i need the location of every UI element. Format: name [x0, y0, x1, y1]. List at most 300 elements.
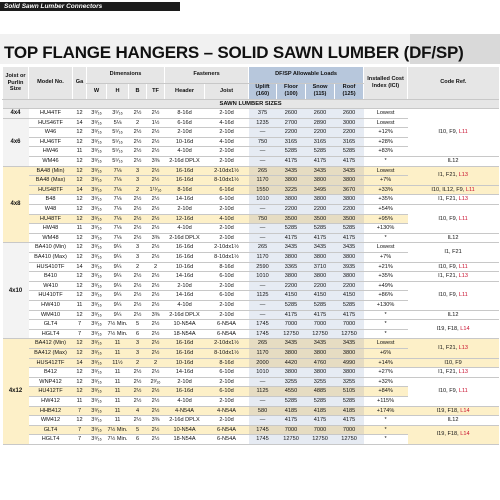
- uplift-cell: 1010: [249, 195, 277, 205]
- floor-cell: 3800: [277, 176, 306, 186]
- tf-cell: 2½: [147, 339, 165, 349]
- b-cell: 4: [129, 406, 147, 416]
- w-cell: 3⁹⁄₁₆: [87, 253, 107, 263]
- roof-cell: 3435: [335, 339, 364, 349]
- snow-cell: 3255: [306, 377, 335, 387]
- code-ref-highlight: L13: [458, 369, 469, 376]
- model-cell: W410: [29, 281, 73, 291]
- header-cell: 10-N54A: [165, 320, 205, 330]
- joist-cell: 6-10d: [205, 195, 249, 205]
- roof-cell: 4175: [335, 233, 364, 243]
- table-row: [3, 243, 499, 253]
- uplift-cell: 1745: [249, 320, 277, 330]
- tf-cell: 2½: [147, 176, 165, 186]
- ga-cell: 14: [73, 185, 87, 195]
- ga-cell: 12: [73, 214, 87, 224]
- floor-cell: 3365: [277, 262, 306, 272]
- roof-cell: 4990: [335, 358, 364, 368]
- cost-cell: *: [364, 233, 408, 243]
- code-ref-text: I10, IL12, F9,: [431, 186, 466, 193]
- w-cell: 3⁹⁄₁₆: [87, 147, 107, 157]
- header-cell: 16-16d: [165, 387, 205, 397]
- w-cell: 3⁹⁄₁₆: [87, 214, 107, 224]
- model-cell: BA412 (Min): [29, 339, 73, 349]
- joist-size-cell: 4x4: [3, 109, 29, 119]
- h-cell: 9¼: [107, 243, 129, 253]
- b-cell: 2: [129, 118, 147, 128]
- cost-cell: +130%: [364, 224, 408, 234]
- h-cell: 5⅛: [107, 118, 129, 128]
- header-cell: 16-16d: [165, 253, 205, 263]
- header-cell: 2-10d: [165, 205, 205, 215]
- model-cell: HU412TF: [29, 387, 73, 397]
- floor-cell: 7000: [277, 425, 306, 435]
- tf-cell: 2½: [147, 195, 165, 205]
- tf-cell: 2½: [147, 320, 165, 330]
- model-cell: WM46: [29, 157, 73, 167]
- roof-cell: 4175: [335, 310, 364, 320]
- floor-cell: 4175: [277, 233, 306, 243]
- code-ref-text: I1, F21,: [438, 196, 459, 203]
- header-cell: 2-16d DPLX: [165, 310, 205, 320]
- banner-bar: [0, 0, 500, 12]
- h-cell: 9¼: [107, 300, 129, 310]
- uplift-cell: 1550: [249, 185, 277, 195]
- floor-cell: 3800: [277, 195, 306, 205]
- tf-cell: 2½: [147, 205, 165, 215]
- h-cell: 7⅛: [107, 176, 129, 186]
- model-cell: HW48: [29, 224, 73, 234]
- b-cell: 5: [129, 425, 147, 435]
- col-uplift: Uplift (160): [249, 83, 277, 99]
- header-cell: 16-16d: [165, 166, 205, 176]
- joist-cell: 2-10dx1½: [205, 243, 249, 253]
- tf-cell: 2½: [147, 214, 165, 224]
- tf-cell: 1½: [147, 118, 165, 128]
- ga-cell: 12: [73, 243, 87, 253]
- floor-cell: 3800: [277, 272, 306, 282]
- b-cell: 6: [129, 329, 147, 339]
- table-row: [3, 157, 499, 167]
- ga-cell: 12: [73, 339, 87, 349]
- uplift-cell: 1745: [249, 435, 277, 445]
- code-ref-highlight: L11: [458, 129, 468, 136]
- uplift-cell: 1235: [249, 118, 277, 128]
- code-ref-highlight: L13: [458, 273, 469, 280]
- floor-cell: 5285: [277, 396, 306, 406]
- joist-cell: 4-16d: [205, 118, 249, 128]
- code-ref-highlight: L11: [465, 186, 475, 193]
- roof-cell: 3435: [335, 243, 364, 253]
- cost-cell: Lowest: [364, 166, 408, 176]
- header-cell: 6-16d: [165, 118, 205, 128]
- joist-cell: 6-10d: [205, 387, 249, 397]
- table-row: [3, 425, 499, 435]
- header-cell: 14-16d: [165, 368, 205, 378]
- uplift-cell: 2590: [249, 262, 277, 272]
- header-cell: 10-N54A: [165, 425, 205, 435]
- code-ref-text: IL12: [447, 158, 459, 165]
- col-loads: DF/SP Allowable Loads: [249, 67, 364, 83]
- ga-cell: 7: [73, 435, 87, 445]
- w-cell: 3⁹⁄₁₆: [87, 109, 107, 119]
- floor-cell: 3435: [277, 243, 306, 253]
- snow-cell: 3800: [306, 176, 335, 186]
- w-cell: 3⁹⁄₁₆: [87, 416, 107, 426]
- ga-cell: 7: [73, 329, 87, 339]
- roof-cell: 3800: [335, 368, 364, 378]
- tf-cell: 1¹¹⁄₁₆: [147, 185, 165, 195]
- b-cell: 2: [129, 262, 147, 272]
- uplift-cell: —: [249, 416, 277, 426]
- code-ref-cell: [408, 416, 499, 426]
- w-cell: 3⁹⁄₁₆: [87, 176, 107, 186]
- h-cell: 11: [107, 377, 129, 387]
- w-cell: 3⁹⁄₁₆: [87, 320, 107, 330]
- cost-cell: Lowest: [364, 109, 408, 119]
- banner-text: Solid Sawn Lumber Connectors: [4, 3, 103, 10]
- h-cell: 11: [107, 339, 129, 349]
- uplift-cell: 750: [249, 214, 277, 224]
- b-cell: 3: [129, 243, 147, 253]
- floor-cell: 2200: [277, 281, 306, 291]
- floor-cell: 3800: [277, 348, 306, 358]
- joist-cell: 2-10dx1½: [205, 339, 249, 349]
- cost-cell: +174%: [364, 406, 408, 416]
- model-cell: W46: [29, 128, 73, 138]
- floor-cell: 3435: [277, 166, 306, 176]
- b-cell: 6: [129, 435, 147, 445]
- table-row: [3, 416, 499, 426]
- header-cell: 2-16d DPLX: [165, 416, 205, 426]
- b-cell: 2½: [129, 224, 147, 234]
- b-cell: 2½: [129, 416, 147, 426]
- ga-cell: 7: [73, 320, 87, 330]
- ga-cell: 12: [73, 253, 87, 263]
- model-cell: BA412 (Max): [29, 348, 73, 358]
- code-ref-cell: [408, 425, 499, 444]
- roof-cell: 7000: [335, 320, 364, 330]
- cost-cell: +14%: [364, 358, 408, 368]
- uplift-cell: —: [249, 205, 277, 215]
- model-cell: BA410 (Max): [29, 253, 73, 263]
- model-cell: HU410TF: [29, 291, 73, 301]
- col-floor: Floor (100): [277, 83, 306, 99]
- tf-cell: 2½: [147, 425, 165, 435]
- header-cell: 16-16d: [165, 348, 205, 358]
- code-ref-highlight: L14: [460, 407, 470, 414]
- roof-cell: 3935: [335, 262, 364, 272]
- w-cell: 3⁹⁄₁₆: [87, 377, 107, 387]
- table-row: [3, 195, 499, 205]
- uplift-cell: 265: [249, 243, 277, 253]
- ga-cell: 7: [73, 406, 87, 416]
- b-cell: 2½: [129, 387, 147, 397]
- code-ref-highlight: L11: [458, 292, 468, 299]
- model-cell: B412: [29, 368, 73, 378]
- snow-cell: 4150: [306, 291, 335, 301]
- table-row: [3, 310, 499, 320]
- snow-cell: 5285: [306, 300, 335, 310]
- roof-cell: 3800: [335, 253, 364, 263]
- ga-cell: 11: [73, 396, 87, 406]
- uplift-cell: —: [249, 128, 277, 138]
- code-ref-highlight: L11: [458, 388, 468, 395]
- b-cell: 2½: [129, 310, 147, 320]
- cost-cell: +21%: [364, 262, 408, 272]
- code-ref-cell: [408, 377, 499, 406]
- w-cell: 3⁹⁄₁₆: [87, 387, 107, 397]
- joist-cell: 2-10dx1½: [205, 166, 249, 176]
- table-row: [3, 262, 499, 272]
- snow-cell: 3800: [306, 272, 335, 282]
- code-ref-text: IL12: [447, 234, 459, 241]
- w-cell: 3⁹⁄₁₆: [87, 329, 107, 339]
- cost-cell: +49%: [364, 281, 408, 291]
- uplift-cell: 580: [249, 406, 277, 416]
- roof-cell: 12750: [335, 435, 364, 445]
- h-cell: 3⁵⁄₁₆: [107, 109, 129, 119]
- floor-cell: 4175: [277, 416, 306, 426]
- uplift-cell: 265: [249, 166, 277, 176]
- snow-cell: 3800: [306, 253, 335, 263]
- header-cell: 10-16d: [165, 358, 205, 368]
- model-cell: WM410: [29, 310, 73, 320]
- header-cell: 4-10d: [165, 224, 205, 234]
- roof-cell: 4175: [335, 416, 364, 426]
- h-cell: 11½: [107, 358, 129, 368]
- b-cell: 2: [129, 358, 147, 368]
- uplift-cell: 1125: [249, 387, 277, 397]
- w-cell: 3⁹⁄₁₆: [87, 291, 107, 301]
- ga-cell: 14: [73, 358, 87, 368]
- w-cell: 3⁹⁄₁₆: [87, 348, 107, 358]
- roof-cell: 3000: [335, 118, 364, 128]
- floor-cell: 3500: [277, 214, 306, 224]
- w-cell: 3⁹⁄₁₆: [87, 300, 107, 310]
- header-cell: 8-16d: [165, 185, 205, 195]
- w-cell: 3⁹⁄₁₆: [87, 166, 107, 176]
- cost-cell: +35%: [364, 195, 408, 205]
- col-h: H: [107, 83, 129, 99]
- tf-cell: 2½: [147, 147, 165, 157]
- h-cell: 7½ Min.: [107, 425, 129, 435]
- joist-cell: 2-10d: [205, 109, 249, 119]
- code-ref-cell: [408, 109, 499, 157]
- code-ref-cell: [408, 195, 499, 205]
- b-cell: 2½: [129, 272, 147, 282]
- joist-size-cell: 4x10: [3, 243, 29, 339]
- joist-cell: 6-10d: [205, 368, 249, 378]
- ga-cell: 12: [73, 368, 87, 378]
- code-ref-cell: [408, 406, 499, 416]
- code-ref-text: I1, F21,: [438, 273, 459, 280]
- floor-cell: 12750: [277, 435, 306, 445]
- tf-cell: 2½: [147, 396, 165, 406]
- b-cell: 2½: [129, 137, 147, 147]
- model-cell: HGLT4: [29, 329, 73, 339]
- col-cost: Installed Cost Index (ICI): [364, 67, 408, 99]
- cost-cell: +54%: [364, 205, 408, 215]
- cost-cell: *: [364, 435, 408, 445]
- uplift-cell: —: [249, 147, 277, 157]
- h-cell: 9¼: [107, 253, 129, 263]
- model-cell: HU48TF: [29, 214, 73, 224]
- floor-cell: 2200: [277, 205, 306, 215]
- b-cell: 2½: [129, 109, 147, 119]
- joist-cell: 2-10d: [205, 396, 249, 406]
- snow-cell: 7000: [306, 425, 335, 435]
- model-cell: HHB412: [29, 406, 73, 416]
- code-ref-highlight: L14: [460, 325, 470, 332]
- joist-cell: 8-10dx1½: [205, 348, 249, 358]
- header-cell: 10-16d: [165, 137, 205, 147]
- h-cell: 7⅛: [107, 166, 129, 176]
- floor-cell: 3255: [277, 377, 306, 387]
- roof-cell: 3800: [335, 195, 364, 205]
- joist-cell: 8-16d: [205, 358, 249, 368]
- h-cell: 11: [107, 368, 129, 378]
- tf-cell: 2½: [147, 406, 165, 416]
- floor-cell: 4175: [277, 157, 306, 167]
- tf-cell: 2½: [147, 435, 165, 445]
- col-dimensions: Dimensions: [87, 67, 165, 83]
- code-ref-text: I10, F9: [444, 359, 462, 366]
- snow-cell: 4185: [306, 406, 335, 416]
- ga-cell: 12: [73, 109, 87, 119]
- floor-cell: 5285: [277, 147, 306, 157]
- page-title: TOP FLANGE HANGERS – SOLID SAWN LUMBER (DF/SP): [4, 43, 464, 62]
- code-ref-text: I10, F9,: [438, 292, 459, 299]
- table-row: [3, 272, 499, 282]
- cost-cell: *: [364, 157, 408, 167]
- snow-cell: 7000: [306, 320, 335, 330]
- snow-cell: 4885: [306, 387, 335, 397]
- hanger-table: [2, 67, 499, 445]
- h-cell: 7⅛: [107, 185, 129, 195]
- snow-cell: 5285: [306, 224, 335, 234]
- floor-cell: 3165: [277, 137, 306, 147]
- ga-cell: 12: [73, 310, 87, 320]
- snow-cell: 4175: [306, 416, 335, 426]
- header-cell: 16-16d: [165, 339, 205, 349]
- code-ref-cell: [408, 310, 499, 320]
- snow-cell: 3710: [306, 262, 335, 272]
- tf-cell: 3⅜: [147, 310, 165, 320]
- ga-cell: 12: [73, 377, 87, 387]
- cost-cell: Lowest: [364, 339, 408, 349]
- h-cell: 7⅛: [107, 214, 129, 224]
- floor-cell: 7000: [277, 320, 306, 330]
- code-ref-text: I1, F21,: [438, 172, 459, 179]
- floor-cell: 4185: [277, 406, 306, 416]
- snow-cell: 3495: [306, 185, 335, 195]
- floor-cell: 4175: [277, 310, 306, 320]
- snow-cell: 2890: [306, 118, 335, 128]
- col-model: Model No.: [29, 67, 73, 99]
- floor-cell: 5285: [277, 224, 306, 234]
- code-ref-cell: [408, 281, 499, 310]
- ga-cell: 12: [73, 176, 87, 186]
- table-row: [3, 205, 499, 215]
- snow-cell: 5285: [306, 147, 335, 157]
- uplift-cell: 1125: [249, 291, 277, 301]
- uplift-cell: —: [249, 157, 277, 167]
- h-cell: 9¼: [107, 272, 129, 282]
- snow-cell: 4175: [306, 233, 335, 243]
- b-cell: 3: [129, 339, 147, 349]
- tf-cell: 2½: [147, 224, 165, 234]
- joist-cell: 2-10d: [205, 281, 249, 291]
- model-cell: BA410 (Min): [29, 243, 73, 253]
- joist-cell: 2-10d: [205, 157, 249, 167]
- model-cell: HU44TF: [29, 109, 73, 119]
- joist-cell: 6-N54A: [205, 329, 249, 339]
- uplift-cell: 1010: [249, 368, 277, 378]
- table-row: [3, 166, 499, 176]
- b-cell: 2½: [129, 300, 147, 310]
- w-cell: 3⁹⁄₁₆: [87, 435, 107, 445]
- model-cell: BA48 (Min): [29, 166, 73, 176]
- b-cell: 2½: [129, 233, 147, 243]
- snow-cell: 12750: [306, 435, 335, 445]
- tf-cell: 2½: [147, 291, 165, 301]
- ga-cell: 11: [73, 224, 87, 234]
- tf-cell: 2½: [147, 166, 165, 176]
- w-cell: 3⁹⁄₁₆: [87, 157, 107, 167]
- h-cell: 7⅛: [107, 195, 129, 205]
- col-tf: TF: [147, 83, 165, 99]
- w-cell: 3⁹⁄₁₆: [87, 339, 107, 349]
- header-cell: 12-16d: [165, 214, 205, 224]
- col-header: Header: [165, 83, 205, 99]
- cost-cell: +83%: [364, 147, 408, 157]
- b-cell: 2: [129, 185, 147, 195]
- w-cell: 3⁹⁄₁₆: [87, 128, 107, 138]
- header-cell: 4-10d: [165, 300, 205, 310]
- h-cell: 5⁵⁄₁₆: [107, 157, 129, 167]
- ga-cell: 12: [73, 195, 87, 205]
- floor-cell: 12750: [277, 329, 306, 339]
- ga-cell: 12: [73, 348, 87, 358]
- code-ref-highlight: L13: [458, 196, 469, 203]
- header-cell: 16-16d: [165, 243, 205, 253]
- header-cell: 2-16d DPLX: [165, 233, 205, 243]
- tf-cell: 3⅜: [147, 157, 165, 167]
- cost-cell: *: [364, 310, 408, 320]
- code-ref-cell: [408, 243, 499, 262]
- joist-cell: 4-10d: [205, 137, 249, 147]
- joist-size-cell: 4x6: [3, 118, 29, 166]
- model-cell: W48: [29, 205, 73, 215]
- ga-cell: 12: [73, 387, 87, 397]
- joist-cell: 2-10d: [205, 224, 249, 234]
- joist-cell: 2-10d: [205, 416, 249, 426]
- floor-cell: 2200: [277, 128, 306, 138]
- cost-cell: +130%: [364, 300, 408, 310]
- roof-cell: 5105: [335, 387, 364, 397]
- ga-cell: 12: [73, 416, 87, 426]
- h-cell: 11: [107, 387, 129, 397]
- code-ref-cell: [408, 320, 499, 339]
- h-cell: 7½ Min.: [107, 320, 129, 330]
- uplift-cell: 1170: [249, 176, 277, 186]
- tf-cell: 2½: [147, 109, 165, 119]
- roof-cell: 3800: [335, 272, 364, 282]
- header-cell: 4-10d: [165, 147, 205, 157]
- snow-cell: 2200: [306, 281, 335, 291]
- tf-cell: 2½: [147, 137, 165, 147]
